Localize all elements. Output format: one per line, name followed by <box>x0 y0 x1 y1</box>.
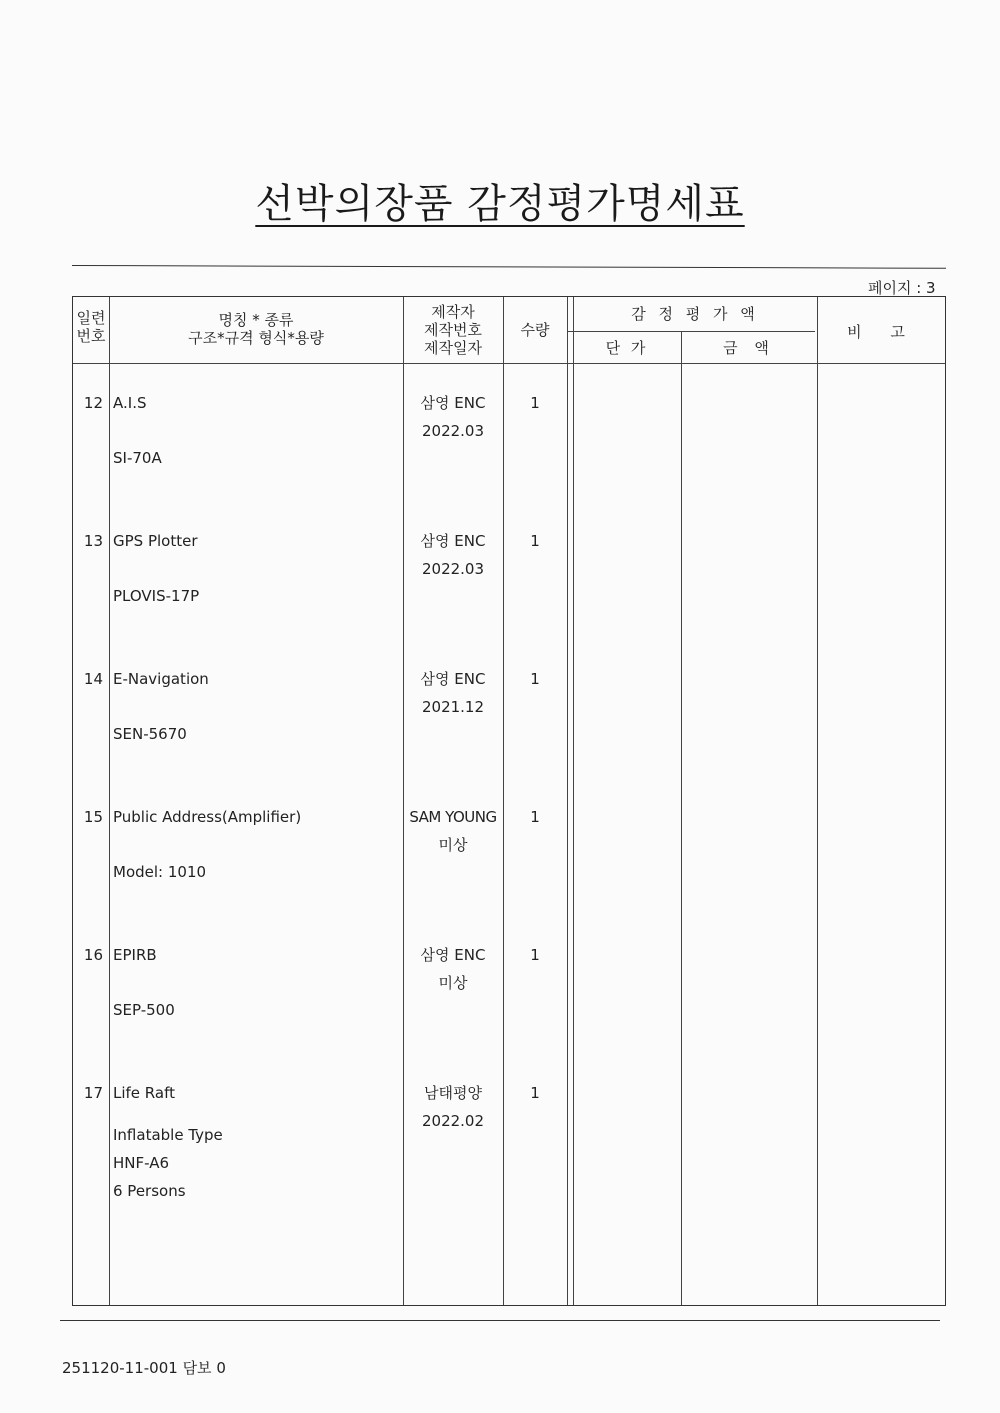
manufacture-date: 2022.03 <box>421 422 485 440</box>
header-remarks: 비 고 <box>847 323 917 341</box>
header-qty: 수량 <box>520 321 550 339</box>
page-number: 페이지 : 3 <box>868 279 936 297</box>
item-spec: Model: 1010 <box>113 863 207 881</box>
item-spec: HNF-A6 <box>113 1154 170 1172</box>
table-row <box>73 941 945 1079</box>
manufacture-date: 2022.03 <box>421 560 485 578</box>
row-number: 14 <box>83 670 103 688</box>
header-appraisal: 감 정 평 가 액 <box>631 305 759 323</box>
table-row <box>73 665 945 803</box>
row-number: 17 <box>83 1084 103 1102</box>
item-spec: Inflatable Type <box>113 1126 223 1144</box>
quantity: 1 <box>530 394 540 412</box>
appraisal-table <box>72 296 946 1306</box>
manufacture-date: 2022.02 <box>421 1112 485 1130</box>
item-spec: SI-70A <box>113 449 162 467</box>
table-row <box>73 1079 945 1279</box>
row-number: 16 <box>83 946 103 964</box>
item-name: Public Address(Amplifier) <box>113 808 302 826</box>
header-bottom-line <box>73 363 945 364</box>
maker: 남태평양 <box>424 1084 482 1102</box>
item-spec: SEP-500 <box>113 1001 175 1019</box>
maker: 삼영 ENC <box>420 532 486 550</box>
header-name: 명칭 * 종류 구조*규격 형식*용량 <box>188 311 324 347</box>
table-row <box>73 803 945 941</box>
document-footer: 251120-11-001 담보 0 <box>62 1359 226 1377</box>
document-title: 선박의장품 감정평가명세표 <box>255 181 745 227</box>
manufacture-date: 2021.12 <box>421 698 485 716</box>
quantity: 1 <box>530 946 540 964</box>
quantity: 1 <box>530 1084 540 1102</box>
header-maker: 제작자 제작번호 제작일자 <box>424 303 482 357</box>
item-name: EPIRB <box>113 946 157 964</box>
row-number: 13 <box>83 532 103 550</box>
item-name: A.I.S <box>113 394 147 412</box>
table-row <box>73 389 945 527</box>
quantity: 1 <box>530 808 540 826</box>
header-unit-price: 단 가 <box>605 339 649 357</box>
row-number: 12 <box>83 394 103 412</box>
bottom-rule <box>60 1320 940 1321</box>
maker: 삼영 ENC <box>420 946 486 964</box>
table-body <box>73 365 945 1305</box>
row-number: 15 <box>83 808 103 826</box>
maker: SAM YOUNG <box>409 808 497 826</box>
quantity: 1 <box>530 532 540 550</box>
item-spec: 6 Persons <box>113 1182 186 1200</box>
maker: 삼영 ENC <box>420 394 486 412</box>
item-name: E-Navigation <box>113 670 209 688</box>
header-amount: 금 액 <box>723 339 775 357</box>
quantity: 1 <box>530 670 540 688</box>
header-subdivider <box>567 331 815 332</box>
item-name: Life Raft <box>113 1084 175 1102</box>
manufacture-date: 미상 <box>438 974 468 992</box>
header-serial: 일련 번호 <box>76 309 106 345</box>
table-row <box>73 527 945 665</box>
item-spec: PLOVIS-17P <box>113 587 200 605</box>
top-rule <box>72 265 946 269</box>
maker: 삼영 ENC <box>420 670 486 688</box>
item-name: GPS Plotter <box>113 532 198 550</box>
item-spec: SEN-5670 <box>113 725 187 743</box>
manufacture-date: 미상 <box>438 836 468 854</box>
